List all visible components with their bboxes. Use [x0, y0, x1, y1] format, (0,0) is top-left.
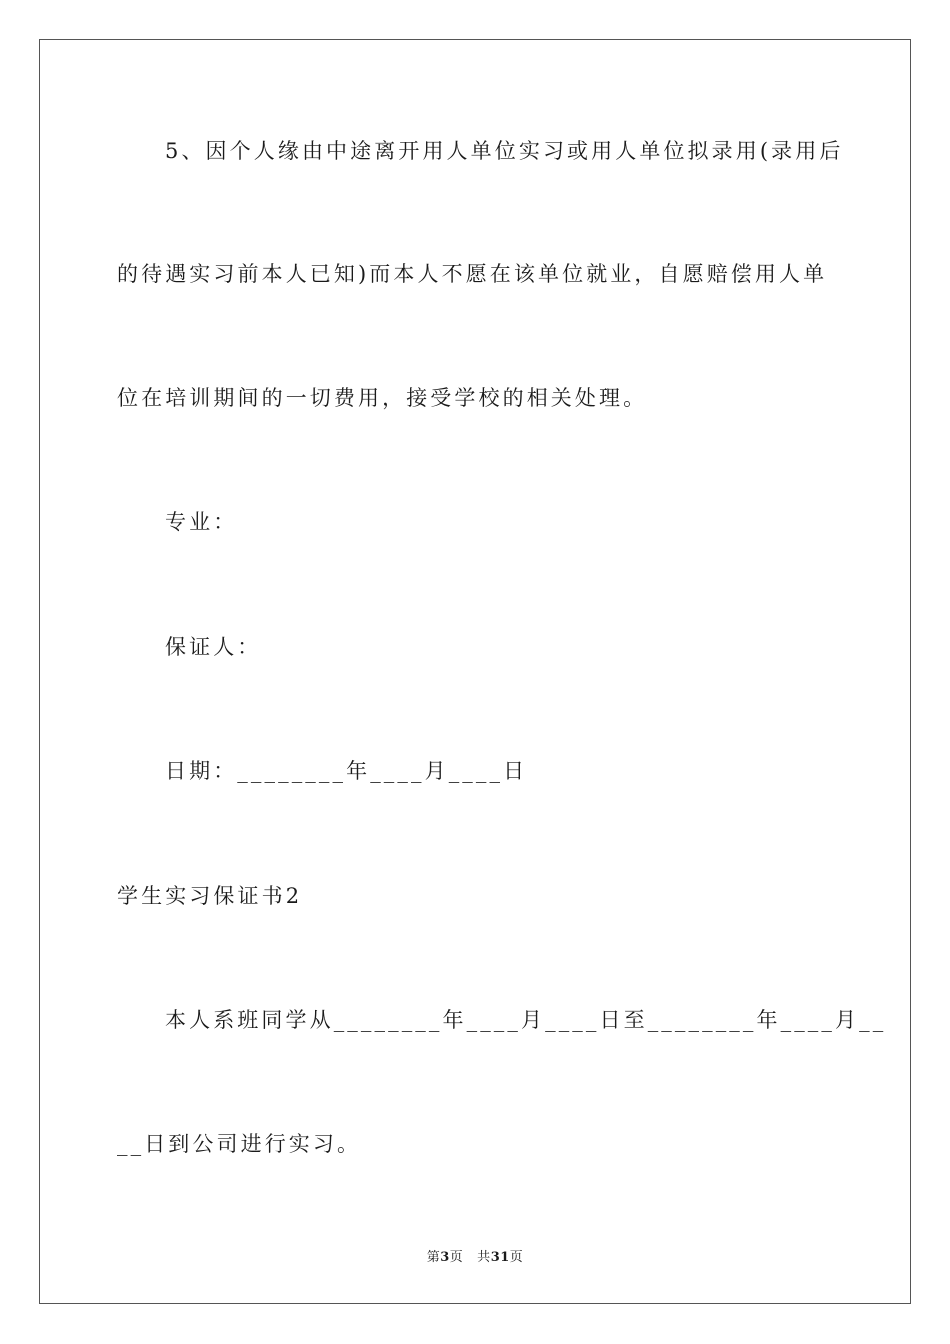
statement-line-2: __日到公司进行实习。	[117, 1132, 362, 1156]
footer-total-suffix: 页	[509, 1250, 524, 1265]
footer-total-prefix: 共	[477, 1250, 491, 1265]
paragraph-line-2: 的待遇实习前本人已知)而本人不愿在该单位就业，自愿赔偿用人单	[117, 262, 828, 286]
page-footer	[0, 1246, 950, 1265]
section-heading: 学生实习保证书2	[117, 884, 303, 908]
page-border	[39, 39, 911, 1304]
footer-page-prefix: 第	[426, 1250, 441, 1265]
footer-page-total: 31	[490, 1250, 510, 1265]
major-label: 专业：	[165, 510, 238, 534]
footer-page-suffix: 页	[449, 1250, 464, 1265]
date-line: 日期：________年____月____日	[165, 759, 528, 783]
statement-line-1: 本人系班同学从________年____月____日至________年____月__	[165, 1008, 887, 1032]
paragraph-line-1: 5、因个人缘由中途离开用人单位实习或用人单位拟录用(录用后	[165, 139, 844, 163]
footer-page-current: 3	[440, 1250, 450, 1265]
guarantor-label: 保证人：	[165, 635, 262, 659]
paragraph-line-3: 位在培训期间的一切费用，接受学校的相关处理。	[117, 386, 648, 410]
